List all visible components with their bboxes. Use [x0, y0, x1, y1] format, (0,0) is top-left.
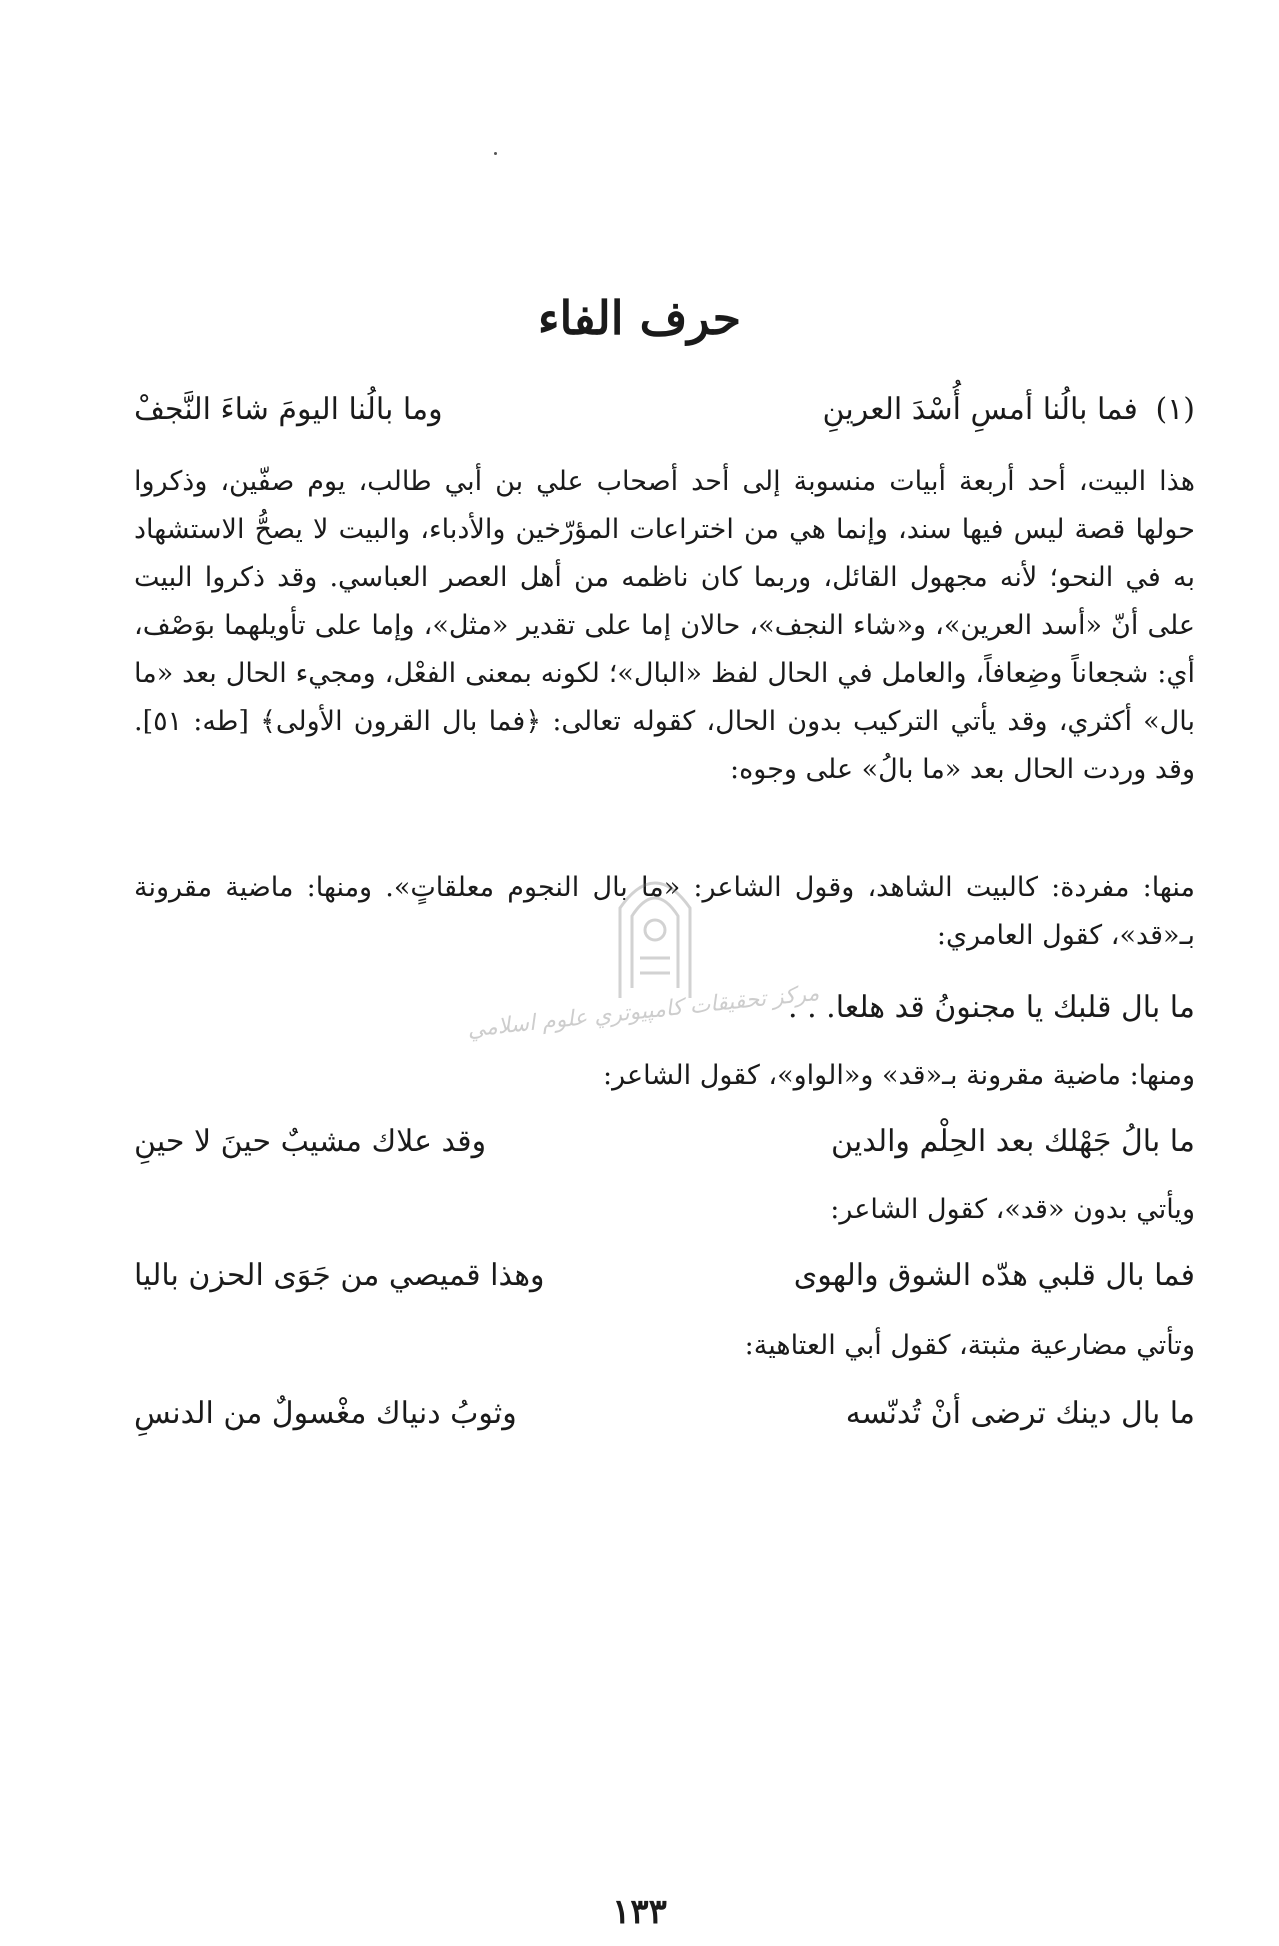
- verse-1-first-hemistich: [823, 380, 1195, 440]
- intro-line-4: وتأتي مضارعية مثبتة، كقول أبي العتاهية:: [744, 1330, 1195, 1361]
- verse-1-second-hemistich: وما بالُنا اليومَ شاءَ النَّجفْ: [134, 392, 443, 427]
- commentary-paragraph-2: منها: مفردة: كالبيت الشاهد، وقول الشاعر: «ما بال النجوم معلقاتٍ». ومنها: ماضية مقرونة بـ«قد»، كقول العامري:: [134, 872, 1195, 951]
- verse-number: (١): [1155, 392, 1195, 427]
- verse-1: [134, 380, 1195, 440]
- verse-3: [134, 1246, 1195, 1306]
- commentary-paragraph-1: هذا البيت، أحد أربعة أبيات منسوبة إلى أحد أصحاب علي بن أبي طالب، يوم صفّين، وذكروا حولها قصة ليس فيها سند، وإنما هي من اختراعات المؤرّخين والأدباء، والبيت لا يصحُّ الاستشهاد به في النحو؛ لأنه مجهول القائل، وربما كان ناظمه من أهل العصر العباسي. وقد ذكروا البيت على أنّ «أسد العرين»، و«شاء النجف»، حالان إما على تقدير «مثل»، وإما على تأويلهما بوَصْف، أي: شجعاناً وضِعافاً، والعامل في الحال لفظ «البال»؛ لكونه بمعنى الفعْل، ومجيء الحال بعد «ما بال» أكثري، وقد يأتي التركيب بدون الحال، كقوله تعالى: ﴿فما بال القرون الأولى﴾ [طه: ٥١]. وقد وردت الحال بعد «ما بالُ» على وجوه:: [134, 466, 1196, 785]
- verse-4: [134, 1384, 1195, 1444]
- quote-hemistich-amiri: ما بال قلبك يا مجنونُ قد هلعا. . .: [788, 990, 1195, 1025]
- verse-3-second-hemistich: وهذا قميصي من جَوَى الحزن باليا: [134, 1258, 545, 1293]
- verse-2-second-hemistich: وقد علاك مشيبٌ حينَ لا حينِ: [134, 1124, 487, 1159]
- page-number: ١٣٣: [612, 1892, 667, 1932]
- verse-4-second-hemistich: وثوبُ دنياك مغْسولٌ من الدنسِ: [134, 1396, 517, 1431]
- print-speck: [494, 152, 497, 155]
- verse-2: [134, 1112, 1195, 1172]
- watermark-text: مركز تحقيقات كامپيوتري علوم اسلامي: [466, 980, 821, 1043]
- intro-line-2: ومنها: ماضية مقرونة بـ«قد» و«الواو»، كقول الشاعر:: [603, 1060, 1195, 1091]
- intro-line-3: ويأتي بدون «قد»، كقول الشاعر:: [830, 1194, 1195, 1225]
- page-title: حرف الفاء: [537, 291, 742, 345]
- verse-2-first-hemistich: ما بالُ جَهْلك بعد الحِلْم والدين: [831, 1124, 1195, 1159]
- verse-3-first-hemistich: فما بال قلبي هدّه الشوق والهوى: [793, 1258, 1195, 1293]
- verse-4-first-hemistich: ما بال دينك ترضى أنْ تُدنّسه: [845, 1396, 1195, 1431]
- verse-1-first-text: فما بالُنا أمسِ أُسْدَ العرينِ: [822, 392, 1138, 427]
